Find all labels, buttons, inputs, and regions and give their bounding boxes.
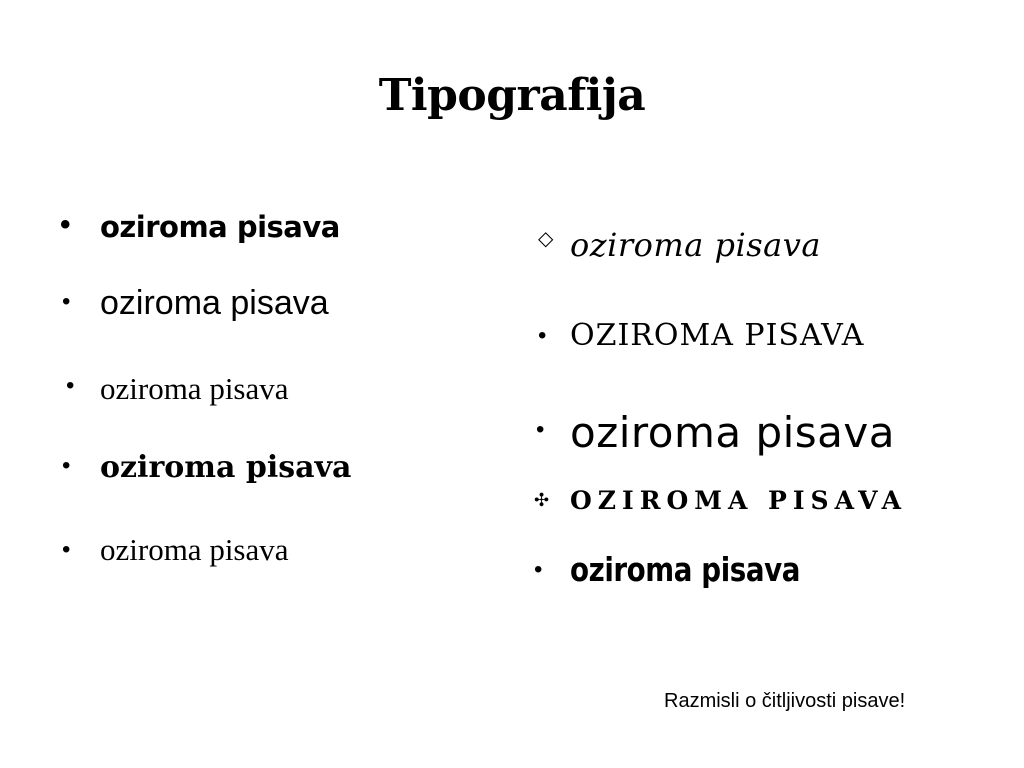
bullet-dot-icon: • bbox=[62, 536, 71, 563]
bullet-dot-icon: • bbox=[66, 372, 75, 399]
list-item-text: OZIROMA PISAVA bbox=[570, 486, 908, 515]
bullet-dot-icon: • bbox=[62, 288, 71, 315]
list-item-text: OZIROMA PISAVA bbox=[570, 318, 865, 353]
bullet-diamond-icon: ◇ bbox=[538, 228, 554, 250]
bullet-dot-icon: • bbox=[536, 416, 545, 443]
footnote: Razmisli o čitljivosti pisave! bbox=[664, 690, 906, 712]
list-item-text: oziroma pisava bbox=[570, 226, 821, 264]
bullet-dot-icon: • bbox=[538, 322, 547, 349]
bullet-cross-icon: ✣ bbox=[534, 490, 550, 510]
list-item-text: oziroma pisava bbox=[100, 371, 289, 406]
list-item-text: oziroma pisava bbox=[570, 550, 801, 589]
list-item-text: oziroma pisava bbox=[100, 532, 289, 567]
list-item-text: oziroma pisava bbox=[570, 408, 895, 457]
list-item-text: oziroma pisava bbox=[100, 210, 340, 244]
bullet-dot-icon: • bbox=[534, 556, 543, 583]
slide-title: Tipografija bbox=[378, 70, 646, 121]
list-item-text: oziroma pisava bbox=[100, 284, 329, 322]
bullet-dot-icon: • bbox=[62, 452, 71, 479]
list-item-text: oziroma pisava bbox=[100, 450, 352, 485]
bullet-dot-icon: • bbox=[60, 208, 71, 241]
